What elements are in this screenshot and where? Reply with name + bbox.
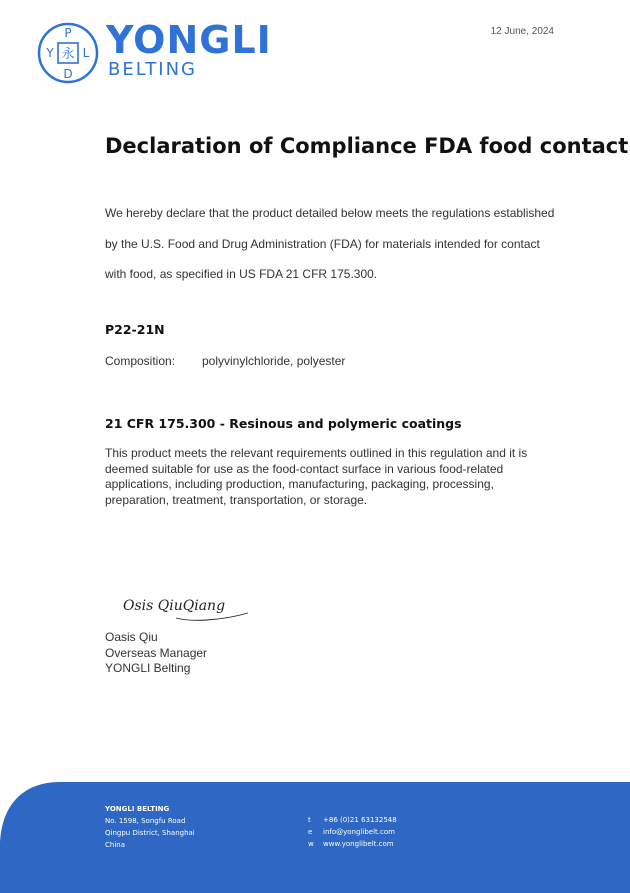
footer-address bbox=[105, 803, 195, 851]
logo-wordmark bbox=[106, 20, 272, 80]
signer-company: YONGLI Belting bbox=[105, 661, 191, 676]
logo-mark-icon bbox=[36, 20, 100, 86]
contact-key: w bbox=[308, 840, 314, 848]
signer-role: Overseas Manager bbox=[105, 645, 208, 660]
logo-brand-name: YONGLI bbox=[106, 18, 272, 62]
website-link[interactable]: www.yonglibelt.com bbox=[323, 840, 394, 848]
logo-mark-letter-center: 永 bbox=[61, 47, 75, 62]
logo-brand-subtitle: BELTING bbox=[108, 59, 197, 80]
footer-contact-phone bbox=[308, 814, 397, 826]
logo-mark-letter-left: Y bbox=[46, 46, 54, 60]
composition-value: polyvinylchloride, polyester bbox=[202, 354, 346, 368]
signature-script: Osis QiuQiang bbox=[123, 598, 226, 614]
contact-key: t bbox=[308, 816, 311, 824]
company-logo bbox=[36, 20, 286, 86]
signer-block bbox=[105, 630, 207, 677]
composition-label: Composition: bbox=[105, 354, 176, 368]
footer-address-line: No. 1598, Songfu Road bbox=[105, 817, 186, 825]
contact-key: e bbox=[308, 828, 313, 836]
signer-name: Oasis Qiu bbox=[105, 630, 158, 644]
email-link[interactable]: info@yonglibelt.com bbox=[323, 828, 395, 836]
footer-contact-web bbox=[308, 838, 397, 850]
footer-company-name: YONGLI BELTING bbox=[105, 805, 170, 813]
document-date: 12 June, 2024 bbox=[490, 26, 554, 37]
declaration-intro: We hereby declare that the product detailed below meets the regulations established by the U.S. Food and Drug Administration (FDA) for materials intended for contact with food, as specified in US FDA 21 CFR 175.300. bbox=[105, 206, 555, 281]
regulation-heading: 21 CFR 175.300 - Resinous and polymeric coatings bbox=[105, 416, 462, 431]
product-code: P22-21N bbox=[105, 322, 165, 337]
phone-link[interactable]: +86 (0)21 63132548 bbox=[323, 816, 397, 824]
logo-mark-letter-top: P bbox=[64, 26, 72, 40]
footer-contacts bbox=[308, 814, 397, 850]
regulation-body: This product meets the relevant requirements outlined in this regulation and it is deemed suitable for use as the food-contact surface in various food-related applications, including production, manufacturing, packaging, processing, preparation, treatment, transportation, or storage. bbox=[105, 446, 528, 507]
page-footer bbox=[0, 782, 630, 893]
document-title: Declaration of Compliance FDA food contact bbox=[105, 134, 629, 158]
signature-image bbox=[120, 592, 270, 631]
footer-contact-email bbox=[308, 826, 397, 838]
footer-address-line: Qingpu District, Shanghai bbox=[105, 829, 195, 837]
footer-address-line: China bbox=[105, 841, 125, 849]
logo-mark-letter-right: L bbox=[82, 46, 90, 60]
composition-row bbox=[105, 354, 345, 368]
logo-mark-letter-bottom: D bbox=[63, 67, 73, 81]
